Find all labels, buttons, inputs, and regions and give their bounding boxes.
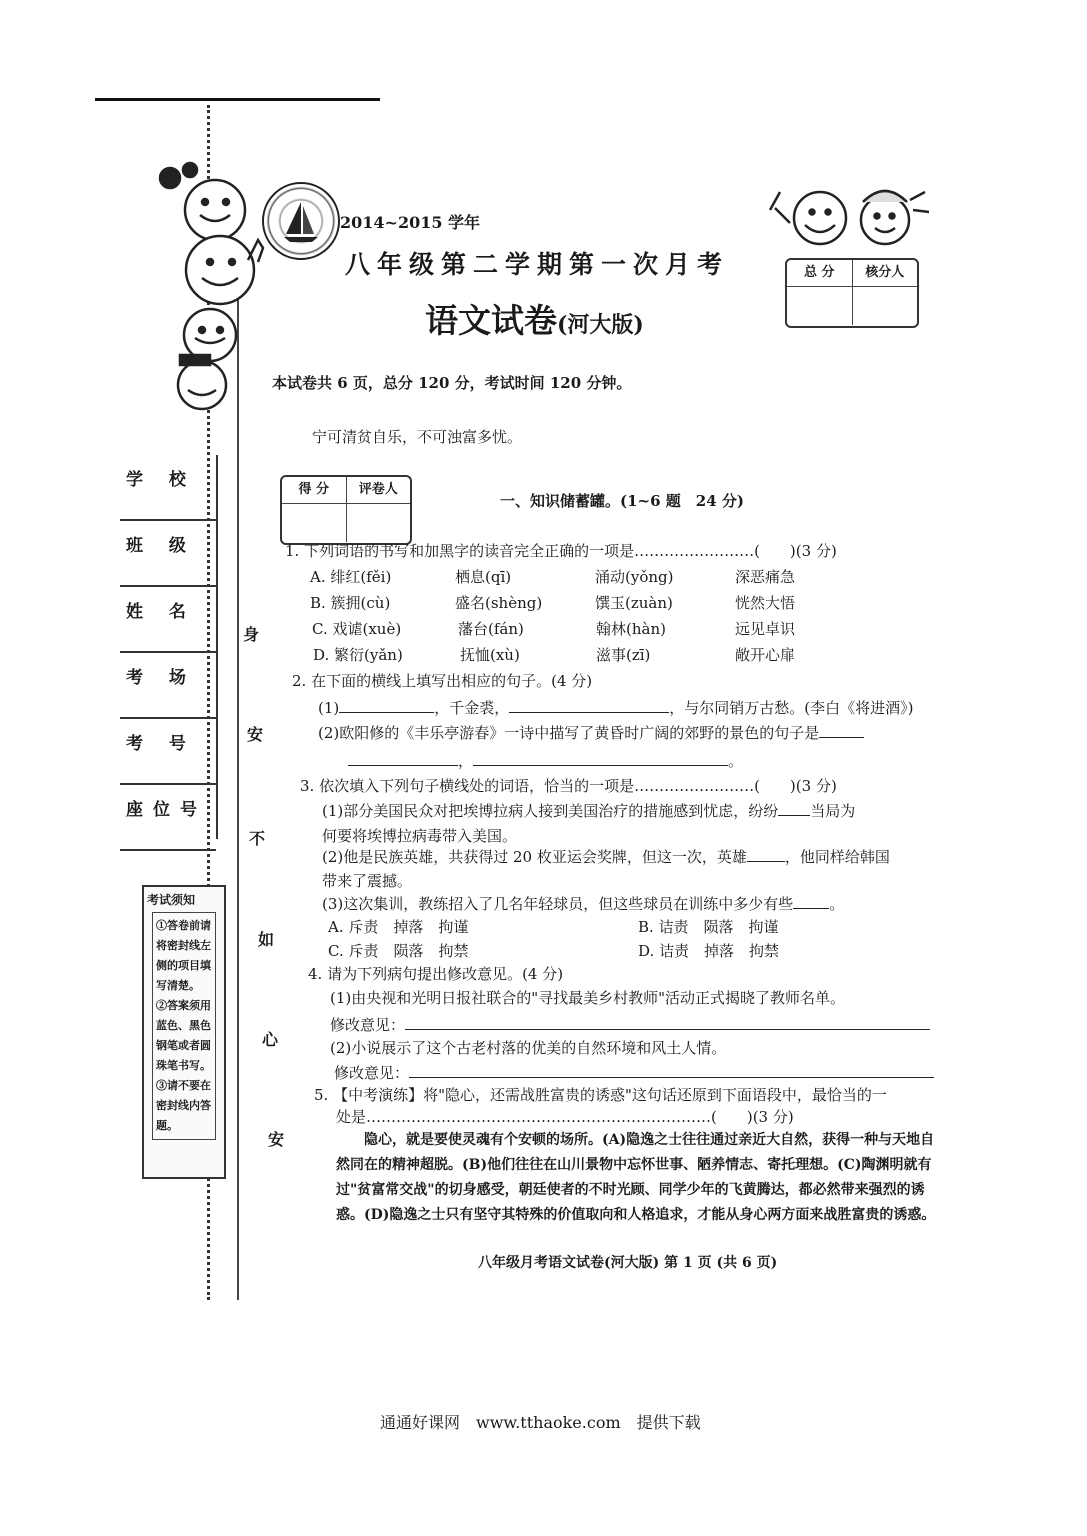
answer-blank[interactable]: [348, 751, 458, 766]
option-d-1: D. 繁衍(yǎn): [313, 646, 403, 664]
notice-item: ②答案须用蓝色、黑色钢笔或者圆珠笔书写。: [156, 999, 211, 1072]
info-column-border: [216, 455, 218, 839]
answer-blank[interactable]: [339, 698, 434, 713]
section-heading: 一、知识储蓄罐。(1~6 题 24 分): [500, 492, 744, 510]
exam-title: 八年级第二学期第一次月考: [345, 250, 730, 279]
info-seat: 座位号: [120, 785, 216, 851]
score-cell: [282, 504, 347, 542]
slogan-char: 安: [247, 725, 264, 744]
option-c-3: 翰林(hàn): [596, 620, 666, 638]
notice-item: ①答卷前请将密封线左侧的项目填写清楚。: [156, 919, 211, 992]
answer-blank[interactable]: [778, 801, 810, 816]
slogan-char: 安: [268, 1130, 285, 1149]
question-4-sentence-1: (1)由央视和光明日报社联合的"寻找最美乡村教师"活动正式揭晓了教师名单。: [330, 989, 846, 1007]
option-a-4: 深恶痛急: [735, 568, 796, 586]
notice-body: [152, 912, 216, 1140]
option-a-3: 涌动(yǒng): [595, 568, 674, 586]
option-c-2: 藩台(fán): [458, 620, 524, 638]
question-2-line-3: ， 。: [348, 750, 743, 771]
top-rule: [95, 98, 380, 101]
info-name: 姓 名: [120, 587, 216, 653]
option-b-4: 恍然大悟: [735, 594, 796, 612]
student-info-column: [120, 455, 216, 851]
school-year: 2014~2015 学年: [340, 213, 481, 232]
slogan-char: 心: [262, 1030, 279, 1049]
answer-blank[interactable]: [747, 847, 785, 862]
exam-notice: [142, 885, 226, 1179]
slogan-char: 如: [258, 930, 275, 949]
option-c-1: C. 戏谑(xuè): [312, 620, 402, 638]
motto: 宁可清贫自乐，不可浊富多忧。: [312, 428, 523, 446]
option-d-2: 抚恤(xù): [460, 646, 520, 664]
option-b-2: 盛名(shèng): [455, 594, 543, 612]
score-label: 得 分: [282, 477, 347, 503]
answer-blank[interactable]: [473, 751, 728, 766]
answer-blank[interactable]: [793, 894, 829, 909]
option-b: B. 诘责 陨落 拘谨: [638, 918, 779, 936]
checker-cell: [853, 287, 918, 325]
edit-suggestion-1: 修改意见：: [330, 1014, 930, 1035]
option-a-2: 栖息(qī): [455, 568, 512, 586]
info-room: 考 场: [120, 653, 216, 719]
checker-label: 核分人: [865, 265, 905, 280]
edition-label: (河大版): [557, 312, 644, 338]
option-c: C. 斥责 陨落 拘禁: [328, 942, 469, 960]
notice-title: 考试须知: [147, 893, 196, 907]
question-3-sentence-2-cont: 带来了震撼。: [322, 872, 413, 890]
slogan-char: 不: [249, 829, 266, 848]
option-d-3: 滋事(zī): [596, 646, 651, 664]
answer-blank[interactable]: [405, 1015, 930, 1030]
exam-subtitle: 语文试卷(河大版): [425, 301, 644, 340]
exam-intro: 本试卷共 6 页，总分 120 分，考试时间 120 分钟。: [272, 374, 632, 392]
grader-cell: [347, 504, 411, 542]
question-5-stem: 5. 【中考演练】将"隐心，还需战胜富贵的诱惑"这句话还原到下面语段中，最恰当的一: [314, 1086, 887, 1104]
question-1-stem: 1. 下列词语的书写和加黑字的读音完全正确的一项是……………………( )(3 分): [285, 542, 837, 560]
score-table: [785, 258, 919, 328]
question-2-line-1: (1) ，千金裘， ，与尔同销万古愁。(李白《将进酒》): [318, 699, 914, 717]
slogan-char: 身: [243, 625, 260, 644]
question-3-sentence-1: (1)部分美国民众对把埃博拉病人接到美国治疗的措施感到忧虑，纷纷 当局为: [322, 802, 856, 820]
question-2-line-2: (2)欧阳修的《丰乐亭游春》一诗中描写了黄昏时广阔的郊野的景色的句子是: [318, 722, 864, 743]
option-d-4: 敞开心扉: [735, 646, 796, 664]
info-class: 班 级: [120, 521, 216, 587]
question-3-sentence-2: (2)他是民族英雄，共获得过 20 枚亚运会奖牌，但这一次，英雄 ，他同样给韩国: [322, 848, 890, 866]
cartoon-kids-right: [765, 180, 935, 260]
answer-blank[interactable]: [819, 723, 864, 738]
info-exam-no: 考 号: [120, 719, 216, 785]
option-a: A. 斥责 掉落 拘谨: [328, 918, 469, 936]
option-b-3: 馔玉(zuàn): [595, 594, 673, 612]
answer-blank[interactable]: [409, 1063, 934, 1078]
edit-suggestion-2: 修改意见：: [334, 1062, 934, 1083]
question-3-sentence-3: (3)这次集训，教练招入了几名年轻球员，但这些球员在训练中多少有些 。: [322, 895, 845, 913]
question-3-stem: 3. 依次填入下列句子横线处的词语，恰当的一项是……………………( )(3 分): [300, 777, 837, 795]
question-4-stem: 4. 请为下列病句提出修改意见。(4 分): [308, 965, 564, 983]
school-logo: [262, 182, 340, 260]
grader-table: [280, 475, 412, 545]
option-a-1: A. 绯红(fěi): [310, 568, 392, 586]
question-5-passage: 隐心，就是要使灵魂有个安顿的场所。(A)隐逸之士往往通过亲近大自然，获得一种与天地自然同在的精神超脱。(B)他们往往在山川景物中忘怀世事、陋养情志、寄托理想。(C)陶渊明就有过"贫富常交战"的切身感受，朝廷使者的不时光顾、同学少年的飞黄腾达，都必然带来强烈的诱惑。(D)隐逸之士只有坚守其特殊的价值取向和人格追求，才能从身心两方面来战胜富贵的诱惑。: [336, 1132, 936, 1223]
option-d: D. 诘责 掉落 拘禁: [638, 942, 780, 960]
seal-solid-line: [237, 280, 239, 1300]
cartoon-kids-left: [140, 160, 270, 420]
question-5-stem-cont: 处是……………………………………………………………( )(3 分): [336, 1108, 794, 1126]
total-score-cell: [787, 287, 853, 325]
source-credit: 通通好课网 www.tthaoke.com 提供下载: [380, 1413, 701, 1432]
grader-label: 评卷人: [358, 482, 398, 497]
sailboat-icon: [264, 184, 338, 258]
question-4-sentence-2: (2)小说展示了这个古老村落的优美的自然环境和风土人情。: [330, 1039, 727, 1057]
question-3-sentence-1-cont: 何要将埃博拉病毒带入美国。: [322, 827, 518, 845]
answer-blank[interactable]: [509, 698, 669, 713]
notice-item: ③请不要在密封线内答题。: [156, 1079, 211, 1132]
question-2-stem: 2. 在下面的横线上填写出相应的句子。(4 分): [292, 672, 593, 690]
page-footer: 八年级月考语文试卷(河大版) 第 1 页 (共 6 页): [478, 1255, 778, 1271]
option-c-4: 远见卓识: [735, 620, 796, 638]
total-score-label: 总 分: [787, 260, 853, 286]
option-b-1: B. 簇拥(cù): [310, 594, 391, 612]
info-school: 学 校: [120, 455, 216, 521]
